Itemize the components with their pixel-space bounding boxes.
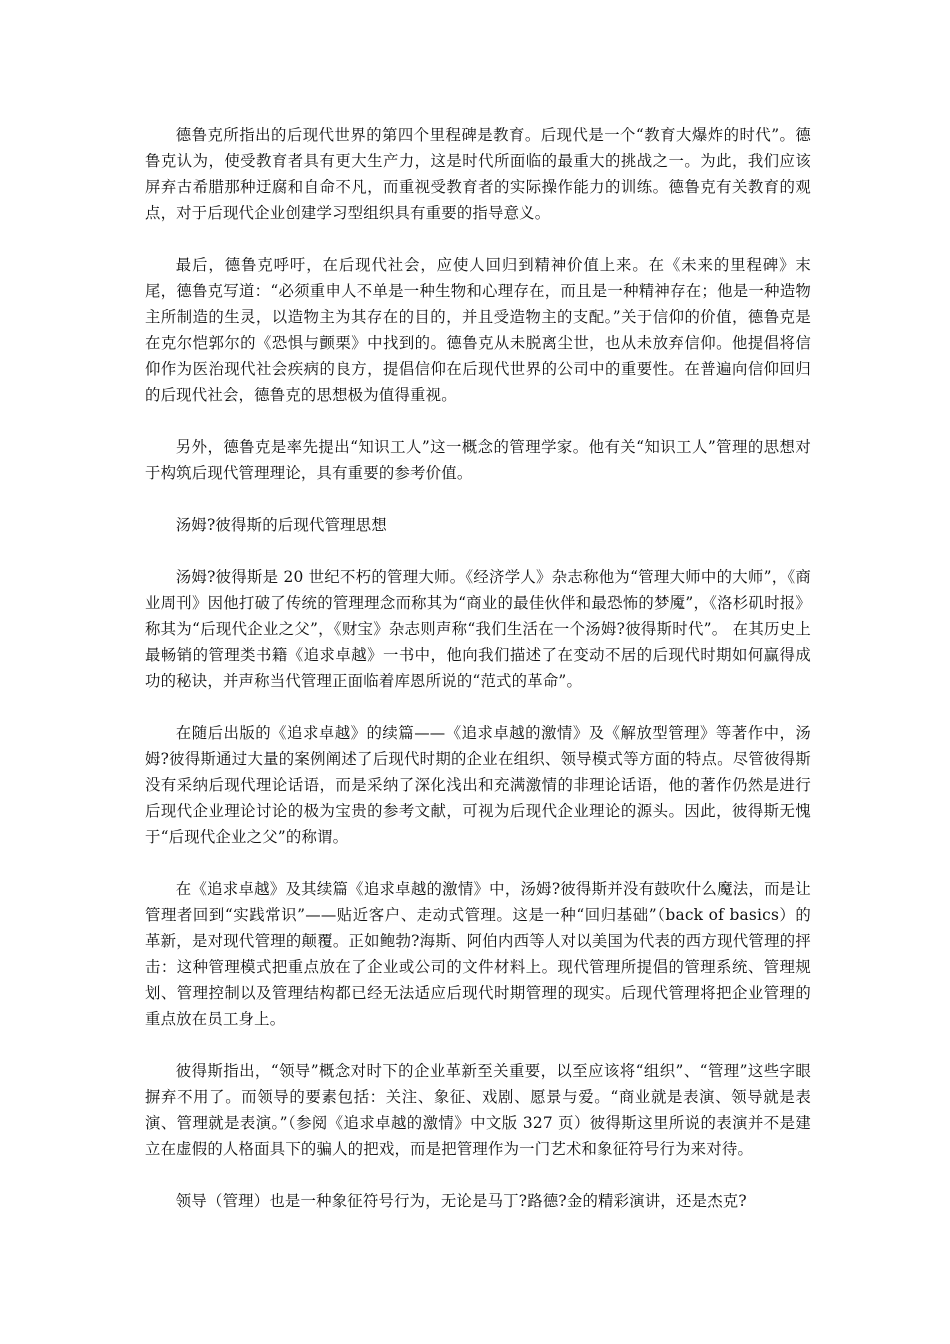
document-body	[145, 122, 811, 1240]
paragraph-peters-intro: 汤姆?彼得斯是 20 世纪不朽的管理大师。《经济学人》杂志称他为“管理大师中的大师”，《商业周刊》因他打破了传统的管理理念而称其为“商业的最佳伙伴和最恐怖的梦魇”，《洛杉矶时报》称其为“后现代企业之父”，《财宝》杂志则声称“我们生活在一个汤姆?彼得斯时代”。 在其历史上最畅销的管理类书籍《追求卓越》一书中，他向我们描述了在变动不居的后现代时期如何赢得成功的秘诀，并声称当代管理正面临着库恩所说的“范式的革命”。	[145, 568, 811, 690]
paragraph-leadership: 彼得斯指出，“领导”概念对时下的企业革新至关重要，以至应该将“组织”、“管理”这些字眼摒弃不用了。而领导的要素包括：关注、象征、戏剧、愿景与爱。“商业就是表演、领导就是表演、管理就是表演。”（参阅《追求卓越的激情》中文版 327 页）彼得斯这里所说的表演并不是建立在虚假的人格面具下的骗人的把戏，而是把管理作为一门艺术和象征符号行为来对待。	[145, 1062, 811, 1158]
paragraph-education: 德鲁克所指出的后现代世界的第四个里程碑是教育。后现代是一个“教育大爆炸的时代”。德鲁克认为，使受教育者具有更大生产力，这是时代所面临的最重大的挑战之一。为此，我们应该屏弃古希腊那种迂腐和自命不凡，而重视受教育者的实际操作能力的训练。德鲁克有关教育的观点，对于后现代企业创建学习型组织具有重要的指导意义。	[145, 126, 811, 222]
paragraph-peters-sequels: 在随后出版的《追求卓越》的续篇——《追求卓越的激情》及《解放型管理》等著作中，汤姆?彼得斯通过大量的案例阐述了后现代时期的企业在组织、领导模式等方面的特点。尽管彼得斯没有采纳后现代理论话语，而是采纳了深化浅出和充满激情的非理论话语，他的著作仍然是进行后现代企业理论讨论的极为宝贵的参考文献，可视为后现代企业理论的源头。因此，彼得斯无愧于“后现代企业之父”的称谓。	[145, 724, 811, 846]
paragraph-knowledge-workers: 另外，德鲁克是率先提出“知识工人”这一概念的管理学家。他有关“知识工人”管理的思想对于构筑后现代管理理论，具有重要的参考价值。	[145, 438, 811, 482]
paragraph-symbolic-behavior: 领导（管理）也是一种象征符号行为，无论是马丁?路德?金的精彩演讲，还是杰克?	[175, 1192, 747, 1210]
paragraph-back-to-basics: 在《追求卓越》及其续篇《追求卓越的激情》中，汤姆?彼得斯并没有鼓吹什么魔法，而是让管理者回到“实践常识”——贴近客户、走动式管理。这是一种“回归基础”（back of basics）的革新，是对现代管理的颠覆。正如鲍勃?海斯、阿伯内西等人对以美国为代表的西方现代管理的抨击：这种管理模式把重点放在了企业或公司的文件材料上。现代管理所提倡的管理系统、管理规划、管理控制以及管理结构都已经无法适应后现代时期管理的现实。后现代管理将把企业管理的重点放在员工身上。	[145, 880, 811, 1028]
section-heading: 汤姆?彼得斯的后现代管理思想	[175, 516, 387, 534]
paragraph-spiritual-values: 最后，德鲁克呼吁，在后现代社会，应使人回归到精神价值上来。在《未来的里程碑》末尾，德鲁克写道：“必须重申人不单是一种生物和心理存在，而且是一种精神存在；他是一种造物主所制造的生灵，以造物主为其存在的目的，并且受造物主的支配。”关于信仰的价值，德鲁克是在克尔恺郭尔的《恐惧与颤栗》中找到的。德鲁克从未脱离尘世，也从未放弃信仰。他提倡将信仰作为医治现代社会疾病的良方，提倡信仰在后现代世界的公司中的重要性。在普遍向信仰回归的后现代社会，德鲁克的思想极为值得重视。	[145, 256, 811, 404]
